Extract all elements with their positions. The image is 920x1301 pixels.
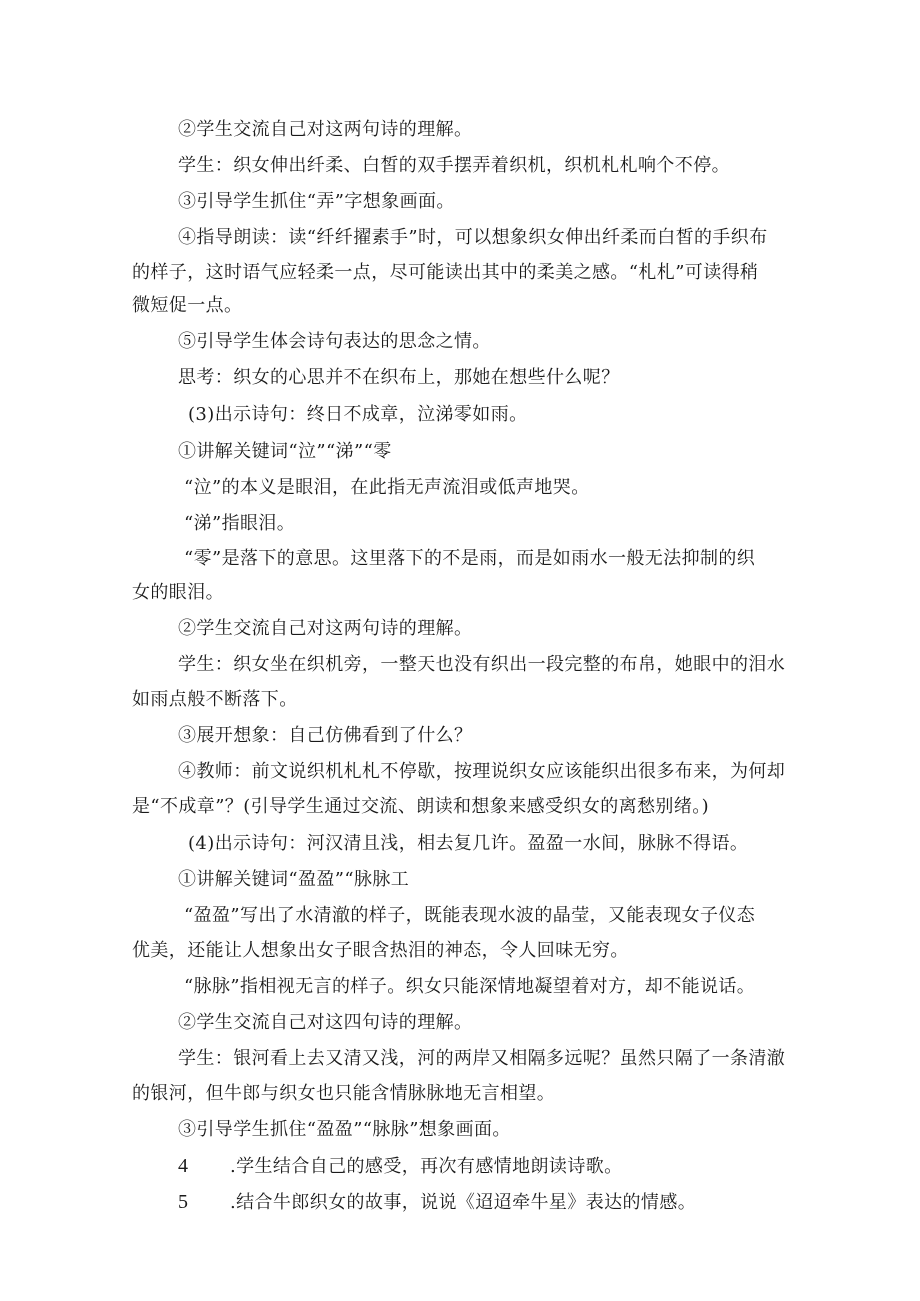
text-line: ②学生交流自己对这四句诗的理解。 — [178, 1012, 473, 1033]
text-line: 如雨点般不断落下。 — [132, 689, 298, 710]
section-heading: (3)出示诗句：终日不成章，泣涕零如雨。 — [188, 404, 528, 425]
text-line: 的样子，这时语气应轻柔一点，尽可能读出其中的柔美之感。“札札”可读得稍 — [132, 262, 759, 283]
text-line: ①讲解关键词“盈盈”“脉脉工 — [178, 869, 410, 890]
text-line: ⑤引导学生体会诗句表达的思念之情。 — [178, 331, 491, 352]
text-line: “脉脉”指相视无言的样子。织女只能深情地凝望着对方，却不能说话。 — [184, 976, 756, 997]
text-line: ①讲解关键词“泣”“涕”“零 — [178, 441, 392, 462]
item-text: .结合牛郎织女的故事，说说《迢迢牵牛星》表达的情感。 — [230, 1192, 697, 1213]
text-line: ③展开想象：自己仿佛看到了什么？ — [178, 725, 473, 746]
text-line: 学生：织女坐在织机旁，一整天也没有织出一段完整的布帛，她眼中的泪水 — [178, 654, 786, 675]
text-line: 微短促一点。 — [132, 295, 243, 316]
section-heading: (4)出示诗句：河汉清且浅，相去复几许。盈盈一水间，脉脉不得语。 — [188, 833, 749, 854]
text-line: ③引导学生抓住“盈盈”“脉脉”想象画面。 — [178, 1119, 511, 1140]
text-line: ③引导学生抓住“弄”字想象画面。 — [178, 191, 455, 212]
text-line: ②学生交流自己对这两句诗的理解。 — [178, 618, 473, 639]
text-line: “涕”指眼泪。 — [184, 513, 296, 534]
text-line: 优美，还能让人想象出女子眼含热泪的神态，令人回味无穷。 — [132, 940, 629, 961]
numbered-item — [178, 1190, 696, 1215]
text-line: 思考：织女的心思并不在织布上，那她在想些什么呢？ — [178, 367, 620, 388]
item-number: 5 — [178, 1191, 189, 1213]
text-line: ④教师：前文说织机札札不停歇，按理说织女应该能织出很多布来，为何却 — [178, 761, 786, 782]
text-line: ④指导朗读：读“纤纤擢素手”时，可以想象织女伸出纤柔而白皙的手织布 — [178, 227, 768, 248]
item-number: 4 — [178, 1155, 189, 1177]
numbered-item — [178, 1154, 623, 1179]
text-line: 学生：银河看上去又清又浅，河的两岸又相隔多远呢？虽然只隔了一条清澈 — [178, 1048, 786, 1069]
text-line: “零”是落下的意思。这里落下的不是雨，而是如雨水一般无法抑制的织 — [184, 548, 756, 569]
text-line: 学生：织女伸出纤柔、白皙的双手摆弄着织机，织机札札响个不停。 — [178, 155, 730, 176]
text-line: “盈盈”写出了水清澈的样子，既能表现水波的晶莹，又能表现女子仪态 — [184, 905, 756, 926]
text-line: 女的眼泪。 — [132, 582, 224, 603]
item-text: .学生结合自己的感受，再次有感情地朗读诗歌。 — [230, 1156, 623, 1177]
text-line: 是“不成章”？(引导学生通过交流、朗读和想象来感受织女的离愁别绪。) — [132, 796, 710, 817]
text-line: 的银河，但牛郎与织女也只能含情脉脉地无言相望。 — [132, 1083, 556, 1104]
text-line: “泣”的本义是眼泪，在此指无声流泪或低声地哭。 — [184, 477, 590, 498]
text-line: ②学生交流自己对这两句诗的理解。 — [178, 119, 473, 140]
